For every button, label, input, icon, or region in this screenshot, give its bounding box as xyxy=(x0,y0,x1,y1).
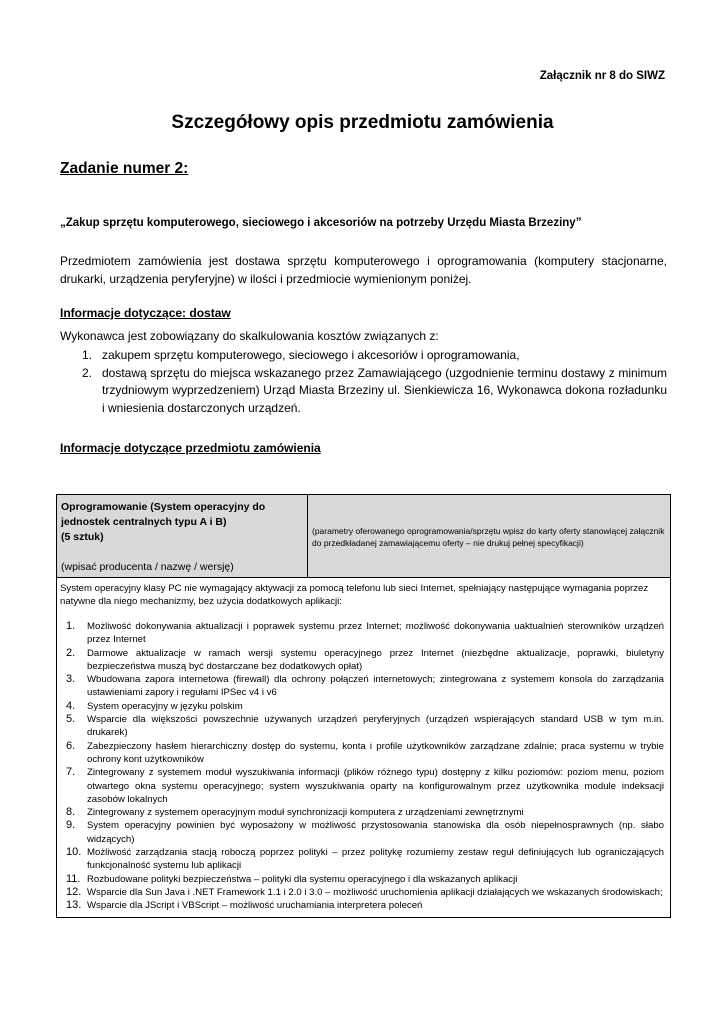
requirement-number: 5. xyxy=(66,713,76,726)
producer-hint: (wpisać producenta / nazwę / wersję) xyxy=(61,561,234,573)
requirement-item xyxy=(60,873,664,886)
requirement-number: 2. xyxy=(66,646,76,659)
delivery-list xyxy=(60,347,667,417)
requirement-text: Zintegrowany z systemem moduł wyszukiwania informacji (plików różnego typu) dostępny z kilku poziomów: poziom menu, poziom otwartego okna systemu operacyjnego; system wyszukiwania oparty na konfigurowalnym przez użytkownika module indeksacji zasobów lokalnych xyxy=(87,767,664,805)
requirement-item xyxy=(60,713,664,740)
requirements-list xyxy=(60,620,664,913)
requirement-number: 1. xyxy=(66,620,76,632)
spec-table-header xyxy=(57,495,670,578)
requirement-text: Możliwość zarządzania stacją roboczą poprzez polityki – przez politykę rozumiemy zestaw reguł definiujących lub ograniczających funkcjonalność systemu lub aplikacji xyxy=(87,847,664,872)
requirement-item xyxy=(60,886,664,899)
software-label: Oprogramowanie (System operacyjny do jednostek centralnych typu A i B) xyxy=(61,501,266,528)
requirement-number: 7. xyxy=(66,766,76,779)
quantity-label: (5 sztuk) xyxy=(61,531,104,543)
requirement-number: 9. xyxy=(66,819,76,832)
spec-table xyxy=(56,494,671,918)
page-title: Szczegółowy opis przedmiotu zamówienia xyxy=(171,112,554,133)
requirement-item xyxy=(60,846,664,873)
requirement-text: Możliwość dokonywania aktualizacji i poprawek systemu przez Internet; możliwość dokonywania uaktualnień sterowników urządzeń przez Internet xyxy=(87,621,664,646)
requirement-text: Wbudowana zapora internetowa (firewall) dla ochrony połączeń internetowych; zintegrowana z systemem konsola do zarządzania ustawieniami zapory i regułami IPSec v4 i v6 xyxy=(87,674,664,699)
attachment-label: Załącznik nr 8 do SIWZ xyxy=(539,70,665,82)
requirement-number: 12. xyxy=(66,885,82,898)
requirement-text: Zintegrowany z systemem operacyjnym moduł synchronizacji komputera z urządzeniami zewnętrznymi xyxy=(87,807,524,819)
requirement-item xyxy=(60,819,664,846)
delivery-heading: Informacje dotyczące: dostaw xyxy=(60,306,231,320)
requirement-number: 6. xyxy=(66,739,76,752)
spec-header-left xyxy=(57,495,308,577)
delivery-item xyxy=(60,347,667,365)
spec-table-body xyxy=(57,578,670,917)
requirement-item xyxy=(60,766,664,806)
requirement-number: 11. xyxy=(66,872,81,885)
requirement-item xyxy=(60,700,664,713)
requirement-text: Darmowe aktualizacje w ramach wersji systemu operacyjnego przez Internet (niezbędne aktualizacje, poprawki, biuletyny bezpieczeństwa muszą być dostarczane bez dodatkowych opłat) xyxy=(87,647,664,672)
requirement-item xyxy=(60,647,664,674)
requirement-item xyxy=(60,673,664,700)
requirement-number: 13. xyxy=(66,899,82,912)
delivery-item xyxy=(60,365,667,418)
intro-paragraph: Przedmiotem zamówienia jest dostawa sprzętu komputerowego i oprogramowania (komputery stacjonarne, drukarki, urządzenia peryferyjne) w ilości i przedmiocie wymienionym poniżej. xyxy=(60,254,667,286)
subject-info-heading: Informacje dotyczące przedmiotu zamówienia xyxy=(60,441,321,455)
order-subject: „Zakup sprzętu komputerowego, sieciowego i akcesoriów na potrzeby Urzędu Miasta Brzeziny” xyxy=(60,217,582,229)
delivery-item-number: 1. xyxy=(82,348,93,362)
requirement-number: 3. xyxy=(66,673,76,686)
task-heading: Zadanie numer 2: xyxy=(60,160,189,177)
requirement-number: 10. xyxy=(66,846,82,859)
requirement-text: Wsparcie dla JScript i VBScript – możliwość uruchamiania interpretera poleceń xyxy=(87,900,423,912)
offer-parameters-hint: (parametry oferowanego oprogramowania/sprzętu wpisz do karty oferty stanowiącej załącznik do przedkładanej zamawiającemu oferty – nie drukuj pełnej specyfikacji) xyxy=(312,526,665,548)
delivery-item-number: 2. xyxy=(82,365,93,380)
requirement-text: Zabezpieczony hasłem hierarchiczny dostęp do systemu, konta i profile użytkowników zarządzane zdalnie; praca systemu w trybie ochrony kont użytkowników xyxy=(87,740,664,765)
requirement-text: Wsparcie dla większości powszechnie używanych urządzeń peryferyjnych (urządzeń wspierających standard USB w tym m.in. drukarek) xyxy=(87,714,664,739)
requirement-text: Rozbudowane polityki bezpieczeństwa – polityki dla systemu operacyjnego i dla wskazanych aplikacji xyxy=(87,873,518,885)
requirement-item xyxy=(60,806,664,819)
requirement-item xyxy=(60,899,664,912)
requirement-item xyxy=(60,740,664,767)
requirement-item xyxy=(60,620,664,647)
spec-header-right xyxy=(308,495,670,577)
requirement-text: System operacyjny powinien być wyposażony w możliwość przystosowania stanowiska dla osób niepełnosprawnych (np. słabo widzących) xyxy=(87,820,664,845)
delivery-intro: Wykonawca jest zobowiązany do skalkulowania kosztów związanych z: xyxy=(60,329,439,343)
requirement-number: 4. xyxy=(66,699,76,712)
requirements-lead: System operacyjny klasy PC nie wymagający aktywacji za pomocą telefonu lub sieci Internet, spełniający następujące wymagania poprzez natywne dla niego mechanizmy, bez użycia dodatkowych aplikacji: xyxy=(60,583,649,607)
delivery-item-text: zakupem sprzętu komputerowego, sieciowego i akcesoriów i oprogramowania, xyxy=(102,348,520,362)
requirement-text: Wsparcie dla Sun Java i .NET Framework 1.1 i 2.0 i 3.0 – możliwość uruchomienia aplikacji działających we wskazanych środowiskach; xyxy=(87,886,663,898)
requirement-number: 8. xyxy=(66,806,76,819)
requirement-text: System operacyjny w języku polskim xyxy=(87,700,243,712)
delivery-item-text: dostawą sprzętu do miejsca wskazanego przez Zamawiającego (uzgodnienie terminu dostawy z minimum trzydniowym wyprzedzeniem) Urząd Miasta Brzeziny ul. Sienkiewicza 16, Wykonawca dokona rozładunku i wniesienia dostarczonych urządzeń. xyxy=(102,365,667,415)
